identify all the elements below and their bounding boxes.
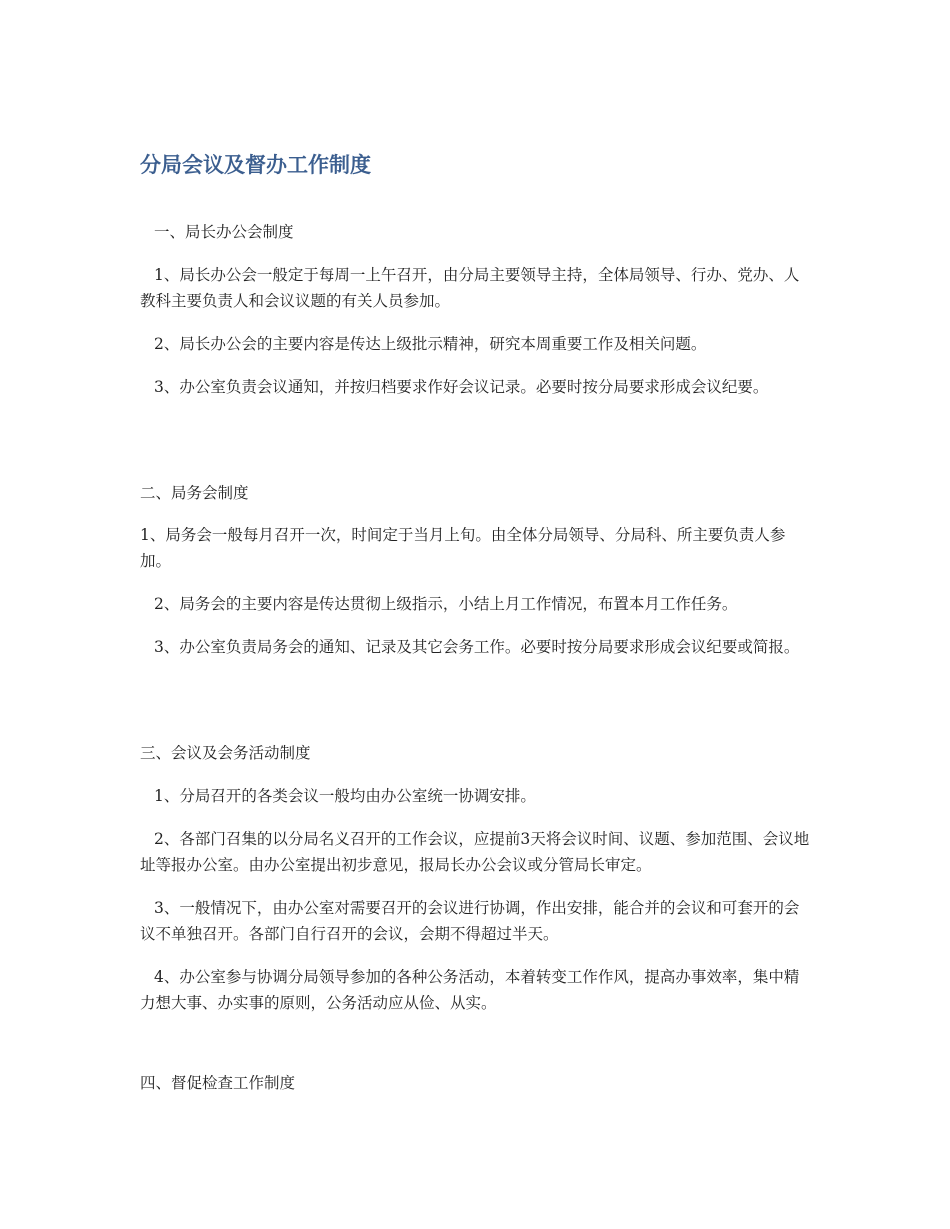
section-1-paragraph-1: 1、局长办公会一般定于每周一上午召开，由分局主要领导主持，全体局领导、行办、党办、人教科主要负责人和会议议题的有关人员参加。 — [140, 266, 800, 310]
section-1-paragraph-3: 3、办公室负责会议通知，并按归档要求作好会议记录。必要时按分局要求形成会议纪要。 — [154, 378, 769, 396]
section-3-paragraph-2: 2、各部门召集的以分局名义召开的工作会议，应提前3天将会议时间、议题、参加范围、会议地址等报办公室。由办公室提出初步意见，报局长办公会议或分管局长审定。 — [140, 830, 810, 874]
document-title: 分局会议及督办工作制度 — [140, 153, 371, 177]
section-heading-2: 二、局务会制度 — [140, 484, 249, 502]
section-3-paragraph-3: 3、一般情况下，由办公室对需要召开的会议进行协调，作出安排，能合并的会议和可套开的会议不单独召开。各部门自行召开的会议，会期不得超过半天。 — [140, 899, 800, 943]
section-3-paragraph-4: 4、办公室参与协调分局领导参加的各种公务活动，本着转变工作作风，提高办事效率，集中精力想大事、办实事的原则，公务活动应从俭、从实。 — [140, 968, 800, 1012]
section-1-paragraph-2: 2、局长办公会的主要内容是传达上级批示精神，研究本周重要工作及相关问题。 — [154, 335, 707, 353]
section-heading-3: 三、会议及会务活动制度 — [140, 744, 311, 762]
section-3-paragraph-1: 1、分局召开的各类会议一般均由办公室统一协调安排。 — [154, 787, 536, 805]
section-2-paragraph-2: 2、局务会的主要内容是传达贯彻上级指示，小结上月工作情况，布置本月工作任务。 — [154, 595, 738, 613]
section-heading-1: 一、局长办公会制度 — [154, 223, 294, 241]
section-heading-4: 四、督促检查工作制度 — [140, 1074, 296, 1092]
section-2-paragraph-1: 1、局务会一般每月召开一次，时间定于当月上旬。由全体分局领导、分局科、所主要负责人参加。 — [140, 526, 786, 570]
section-2-paragraph-3: 3、办公室负责局务会的通知、记录及其它会务工作。必要时按分局要求形成会议纪要或简报。 — [154, 638, 800, 656]
